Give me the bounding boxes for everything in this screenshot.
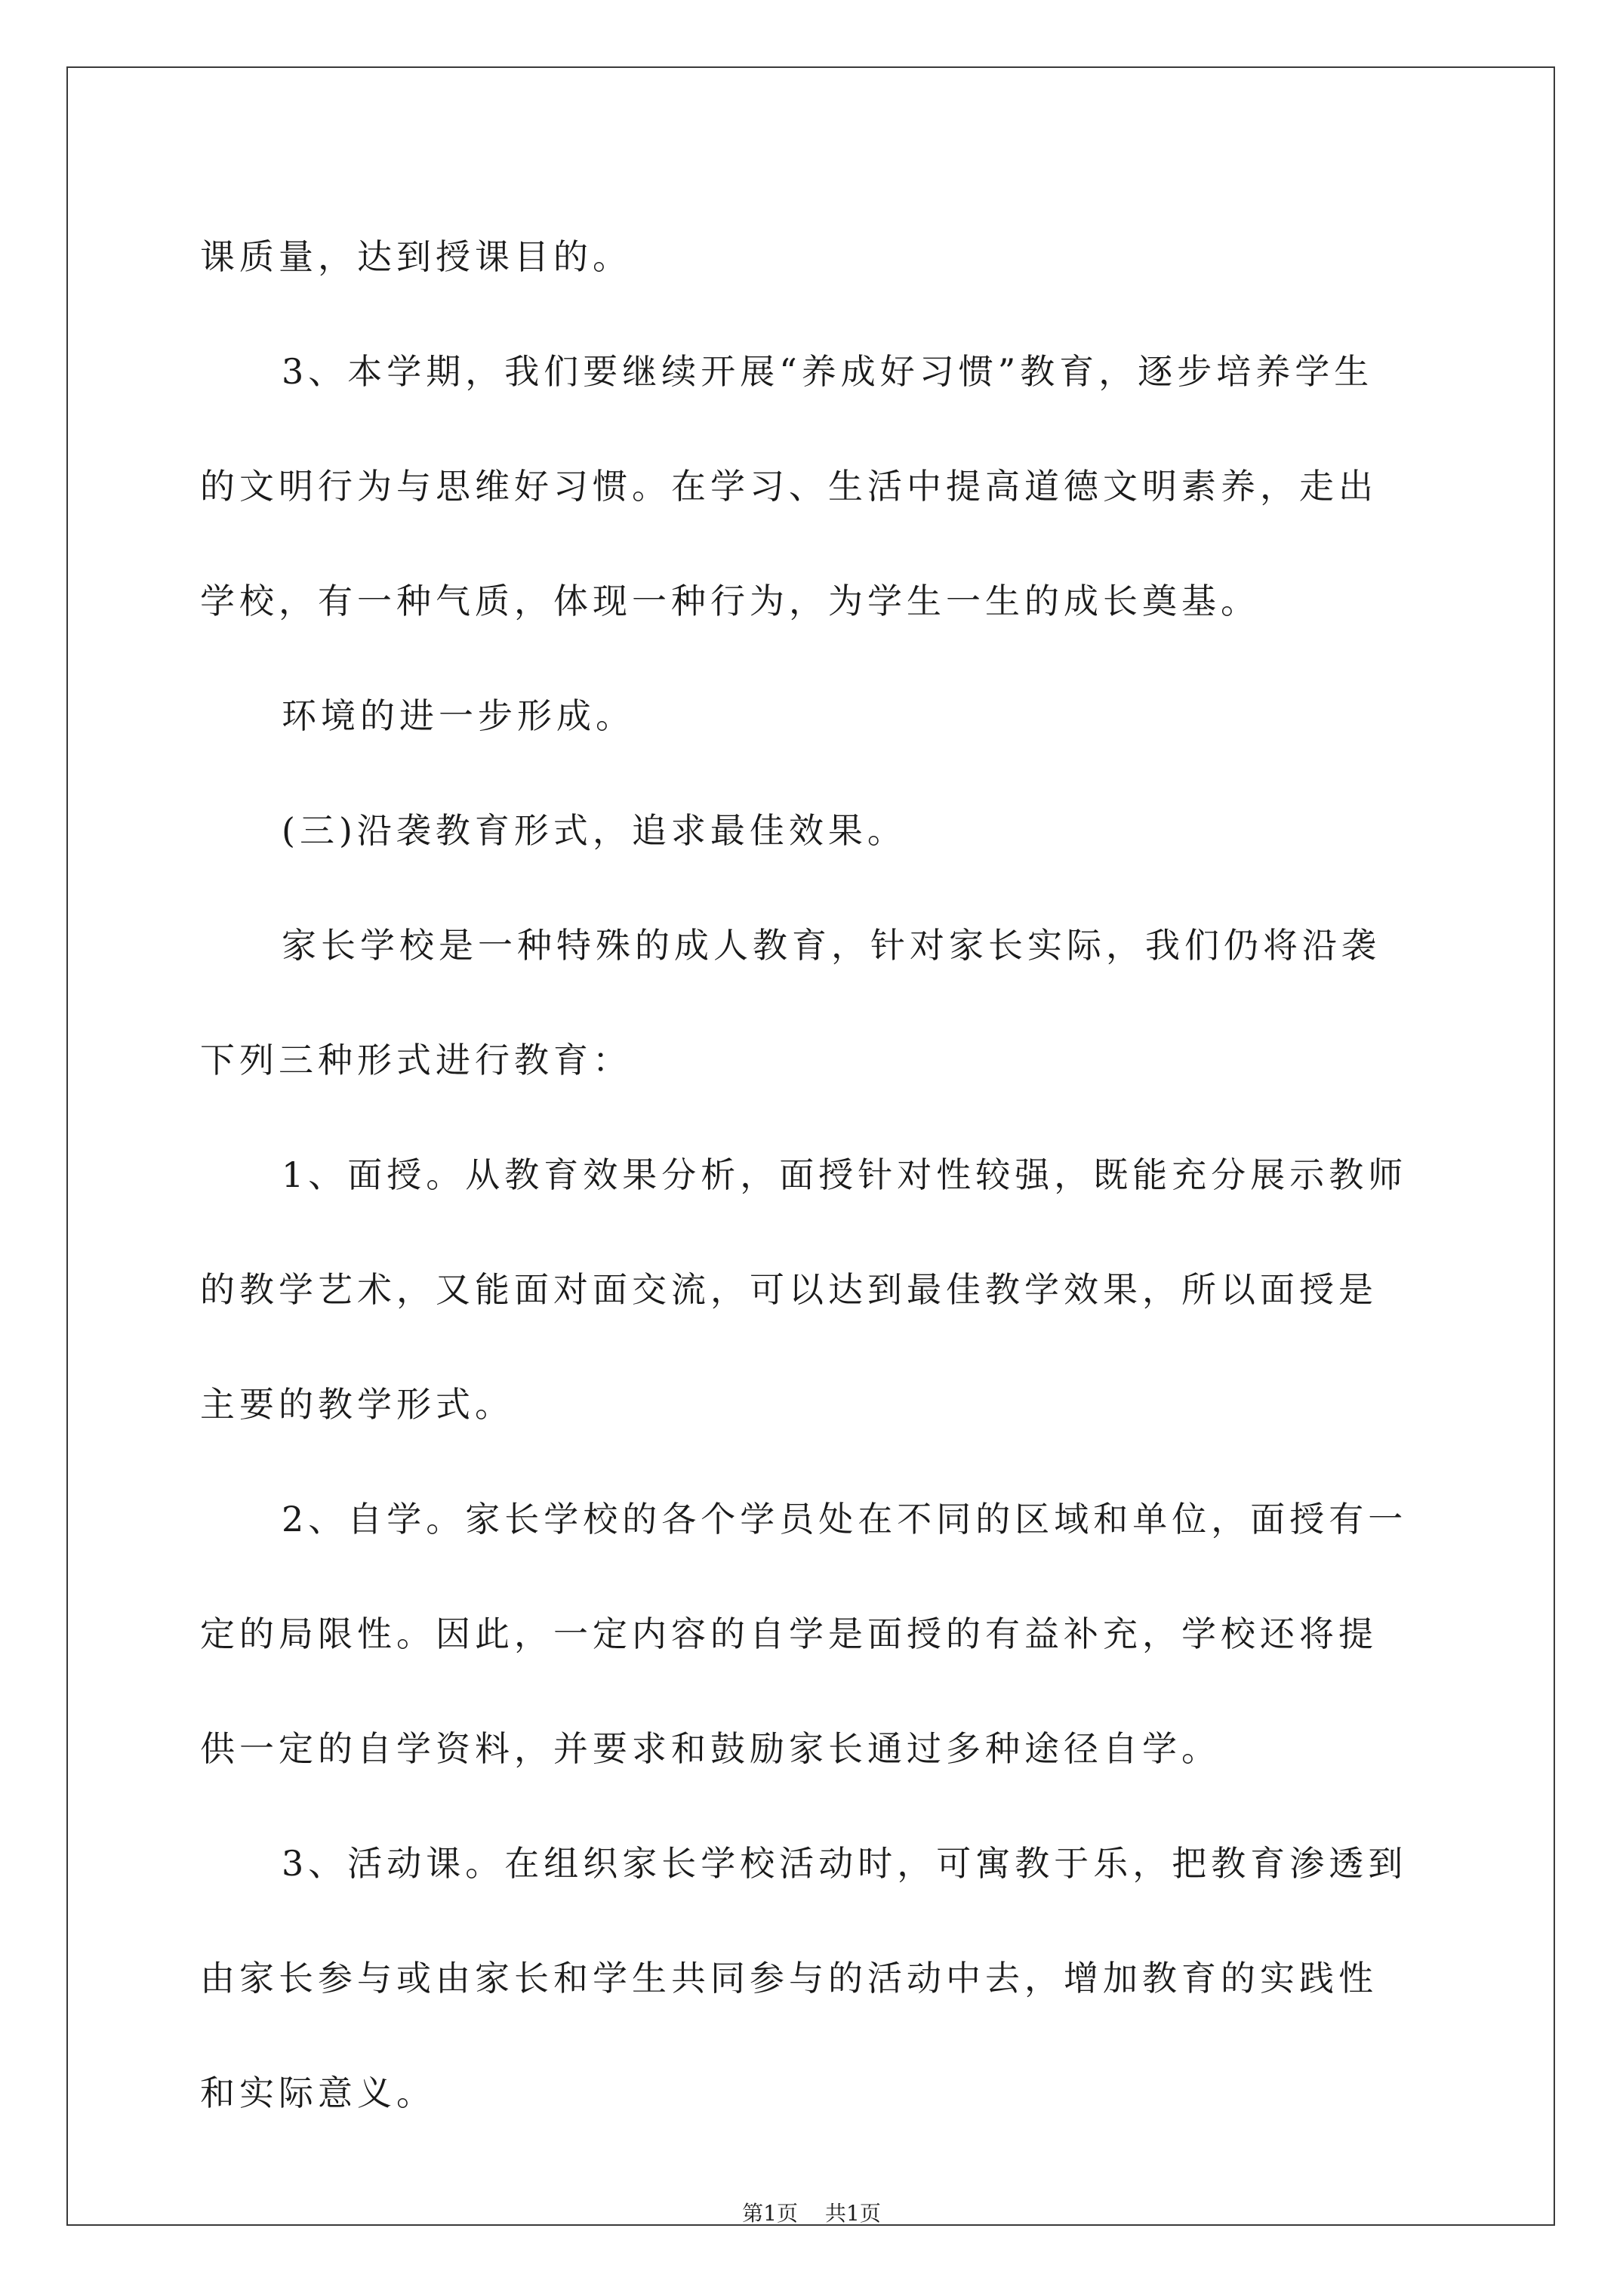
text-line: 课质量，达到授课目的。 bbox=[200, 236, 632, 277]
text-line: 供一定的自学资料，并要求和鼓励家长通过多种途径自学。 bbox=[200, 1728, 1221, 1769]
text-line: 下列三种形式进行教育： bbox=[200, 1040, 632, 1080]
text-line: 的教学艺术，又能面对面交流，可以达到最佳教学效果，所以面授是 bbox=[200, 1269, 1378, 1310]
text-line: 由家长参与或由家长和学生共同参与的活动中去，增加教育的实践性 bbox=[200, 1958, 1378, 1999]
text-line: 定的局限性。因此，一定内容的自学是面授的有益补充，学校还将提 bbox=[200, 1613, 1378, 1654]
paragraph-first-line: 1、面授。从教育效果分析，面授针对性较强，既能充分展示教师 bbox=[282, 1154, 1408, 1195]
paragraph-first-line: 3、活动课。在组织家长学校活动时，可寓教于乐，把教育渗透到 bbox=[282, 1843, 1408, 1884]
paragraph-first-line: 家长学校是一种特殊的成人教育，针对家长实际，我们仍将沿袭 bbox=[282, 925, 1381, 966]
paragraph-first-line: 2、自学。家长学校的各个学员处在不同的区域和单位，面授有一 bbox=[282, 1499, 1408, 1539]
text-line: 学校，有一种气质，体现一种行为，为学生一生的成长奠基。 bbox=[200, 581, 1260, 621]
page-total: 共1页 bbox=[825, 2201, 881, 2226]
paragraph-first-line: 3、本学期，我们要继续开展“养成好习惯”教育，逐步培养学生 bbox=[282, 351, 1374, 392]
section-heading: (三)沿袭教育形式，追求最佳效果。 bbox=[282, 810, 907, 851]
page-footer bbox=[0, 2200, 1623, 2227]
text-line: 主要的教学形式。 bbox=[200, 1384, 514, 1425]
paragraph-first-line: 环境的进一步形成。 bbox=[282, 695, 635, 736]
text-line: 和实际意义。 bbox=[200, 2073, 436, 2113]
text-line: 的文明行为与思维好习惯。在学习、生活中提高道德文明素养，走出 bbox=[200, 466, 1378, 507]
page-number: 第1页 bbox=[742, 2201, 798, 2226]
